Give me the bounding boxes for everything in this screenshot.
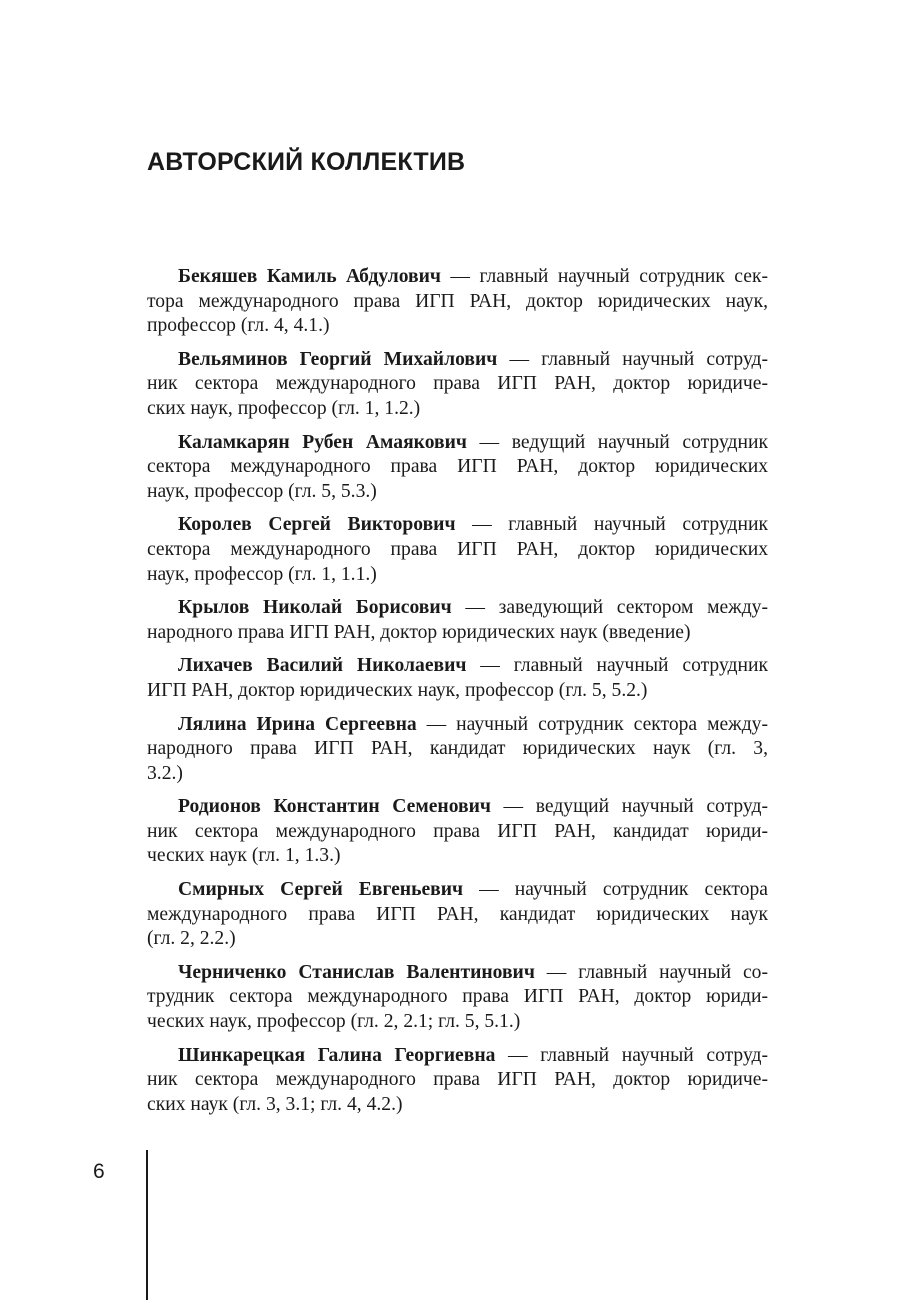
author-list xyxy=(147,265,768,1126)
author-description: профессор (гл. 4, 4.1.) xyxy=(147,315,330,337)
author-description: сектора международного права ИГП РАН, доктор юридических xyxy=(147,538,768,560)
author-name: Лялина Ирина Сергеевна xyxy=(178,713,417,735)
author-description: ник сектора международного права ИГП РАН, доктор юридиче- xyxy=(147,1069,768,1091)
author-description: — научный сотрудник сектора между- xyxy=(416,713,768,735)
entry-first-line xyxy=(147,961,768,986)
author-description: трудник сектора международного права ИГП РАН, доктор юриди- xyxy=(147,986,768,1008)
author-description: — ведущий научный сотрудник xyxy=(466,431,768,453)
author-description: сектора международного права ИГП РАН, доктор юридических xyxy=(147,456,768,478)
entry-first-line xyxy=(147,513,768,538)
author-entry xyxy=(147,348,768,422)
author-description: — заведующий сектором между- xyxy=(451,597,769,619)
author-description: ИГП РАН, доктор юридических наук, профессор (гл. 5, 5.2.) xyxy=(147,679,648,701)
author-name: Крылов Николай Борисович xyxy=(178,597,452,619)
author-description: международного права ИГП РАН, кандидат юридических наук xyxy=(147,903,768,925)
entry-first-line xyxy=(147,265,768,290)
entry-first-line xyxy=(147,713,768,738)
author-description: — главный научный сотруд- xyxy=(495,1044,768,1066)
author-entry xyxy=(147,596,768,645)
author-entry xyxy=(147,265,768,339)
author-name: Каламкарян Рубен Амаякович xyxy=(178,431,467,453)
author-entry xyxy=(147,961,768,1035)
author-entry xyxy=(147,713,768,787)
entry-first-line xyxy=(147,1044,768,1069)
entry-first-line xyxy=(147,795,768,820)
author-description: — главный научный сотрудник xyxy=(466,655,768,677)
author-description: ник сектора международного права ИГП РАН, доктор юридиче- xyxy=(147,373,768,395)
entry-first-line xyxy=(147,596,768,621)
author-description: (гл. 2, 2.2.) xyxy=(147,928,236,950)
author-description: 3.2.) xyxy=(147,762,183,784)
author-description: народного права ИГП РАН, доктор юридических наук (введение) xyxy=(147,621,691,643)
author-name: Шинкарецкая Галина Георгиевна xyxy=(178,1044,496,1066)
author-description: — главный научный сотрудник сек- xyxy=(440,266,768,287)
author-description: народного права ИГП РАН, кандидат юридических наук (гл. 3, xyxy=(147,738,768,760)
author-description: — главный научный со- xyxy=(534,961,768,983)
entry-first-line xyxy=(147,878,768,903)
author-description: — главный научный сотрудник xyxy=(455,514,768,536)
author-name: Бекяшев Камиль Абдулович xyxy=(178,266,441,287)
author-description: ских наук (гл. 3, 3.1; гл. 4, 4.2.) xyxy=(147,1093,403,1115)
author-description: ческих наук, профессор (гл. 2, 2.1; гл. 5, 5.1.) xyxy=(147,1011,521,1033)
page-number: 6 xyxy=(93,1160,105,1183)
author-description: — главный научный сотруд- xyxy=(497,348,768,370)
author-name: Смирных Сергей Евгеньевич xyxy=(178,879,464,901)
page-title: АВТОРСКИЙ КОЛЛЕКТИВ xyxy=(147,148,466,176)
author-description: наук, профессор (гл. 5, 5.3.) xyxy=(147,480,377,502)
author-entry xyxy=(147,513,768,587)
author-entry xyxy=(147,878,768,952)
author-name: Черниченко Станислав Валентинович xyxy=(178,961,535,983)
margin-rule xyxy=(146,1150,148,1300)
author-entry xyxy=(147,431,768,505)
author-name: Родионов Константин Семенович xyxy=(178,796,491,818)
entry-first-line xyxy=(147,431,768,456)
author-name: Вельяминов Георгий Михайлович xyxy=(178,348,498,370)
author-description: ческих наук (гл. 1, 1.3.) xyxy=(147,845,341,867)
author-entry xyxy=(147,795,768,869)
author-description: — ведущий научный сотруд- xyxy=(490,796,768,818)
author-description: наук, профессор (гл. 1, 1.1.) xyxy=(147,563,377,585)
author-description: ник сектора международного права ИГП РАН, кандидат юриди- xyxy=(147,820,768,842)
entry-first-line xyxy=(147,348,768,373)
author-name: Королев Сергей Викторович xyxy=(178,514,456,536)
author-description: — научный сотрудник сектора xyxy=(463,879,769,901)
author-description: тора международного права ИГП РАН, доктор юридических наук, xyxy=(147,290,768,312)
entry-first-line xyxy=(147,654,768,679)
author-description: ских наук, профессор (гл. 1, 1.2.) xyxy=(147,397,421,419)
author-entry xyxy=(147,654,768,703)
author-name: Лихачев Василий Николаевич xyxy=(178,655,467,677)
author-entry xyxy=(147,1044,768,1118)
